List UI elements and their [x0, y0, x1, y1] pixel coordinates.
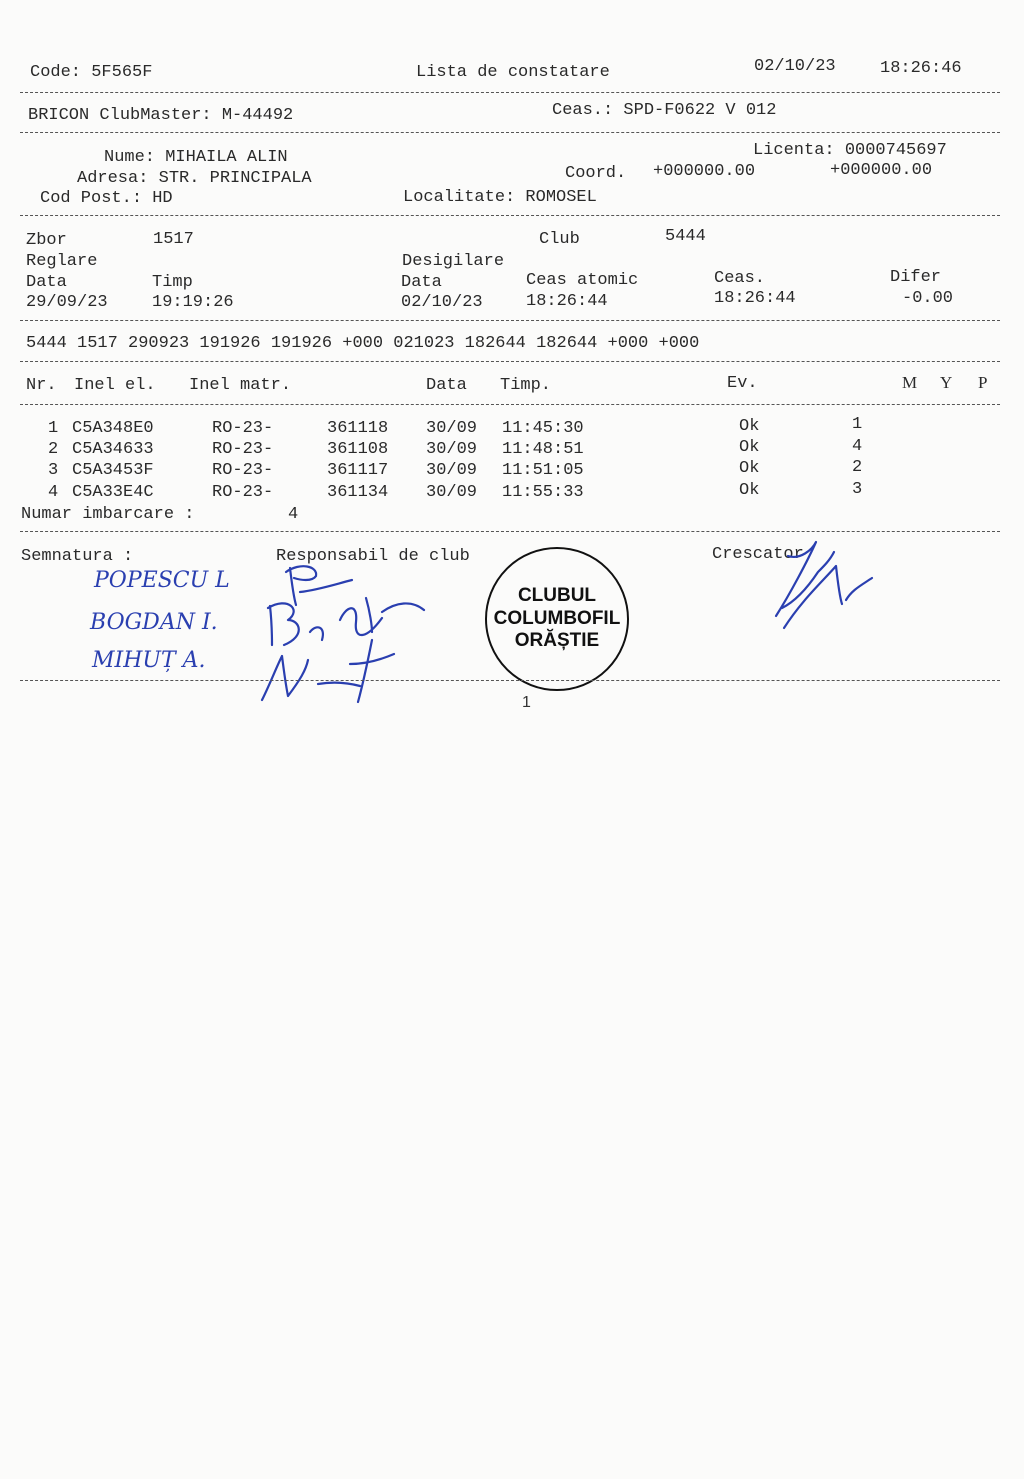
signature-label: Semnatura :	[21, 547, 134, 566]
col-data: Data	[426, 376, 467, 395]
signature-mihut	[262, 640, 394, 702]
stamp-line: COLUMBOFIL	[493, 607, 621, 629]
clock-label: Ceas.	[714, 269, 766, 288]
row-ev: Ok	[739, 417, 760, 436]
row-ev: Ok	[739, 459, 760, 478]
summary-code-line: 5444 1517 290923 191926 191926 +000 021023 182644 182644 +000 +000	[26, 334, 700, 353]
code-label: Code: 5F565F	[30, 63, 153, 82]
stamp-line: ORĂȘTIE	[514, 630, 600, 652]
row-nr: 3	[48, 461, 59, 480]
club-stamp	[485, 547, 629, 691]
row-data: 30/09	[426, 461, 478, 480]
atomic-clock-label: Ceas atomic	[526, 271, 639, 290]
row-inel-el: C5A33E4C	[72, 483, 154, 502]
row-matr: 361118	[327, 419, 389, 438]
signature-breeder	[776, 542, 872, 628]
print-time: 18:26:46	[880, 59, 962, 78]
flight-number: 1517	[153, 230, 194, 249]
row-prefix: RO-23-	[212, 461, 274, 480]
row-data: 30/09	[426, 419, 478, 438]
handwritten-name: POPESCU L	[94, 568, 230, 593]
document-title: Lista de constatare	[416, 63, 610, 82]
row-data: 30/09	[426, 440, 478, 459]
row-nr: 1	[48, 419, 59, 438]
clubmaster-id: BRICON ClubMaster: M-44492	[28, 106, 294, 125]
club-number: 5444	[665, 227, 706, 246]
coord-long: +000000.00	[830, 161, 933, 180]
row-timp: 11:48:51	[502, 440, 584, 459]
row-ev: Ok	[739, 438, 760, 457]
row-matr: 361108	[327, 440, 389, 459]
reglare-timp-label: Timp	[152, 273, 193, 292]
reglare-heading: Reglare	[26, 252, 98, 271]
row-m: 1	[852, 415, 863, 434]
fancier-name: Nume: MIHAILA ALIN	[104, 148, 288, 167]
desigilare-heading: Desigilare	[402, 252, 505, 271]
col-inel-matr: Inel matr.	[189, 376, 292, 395]
breeder-label: Crescator	[712, 545, 804, 564]
reglare-time: 19:19:26	[152, 293, 234, 312]
desig-clock-time: 18:26:44	[714, 289, 796, 308]
coord-label: Coord.	[565, 164, 627, 183]
row-prefix: RO-23-	[212, 440, 274, 459]
row-timp: 11:51:05	[502, 461, 584, 480]
col-m: M	[902, 373, 918, 392]
row-m: 4	[852, 437, 863, 456]
col-inel-el: Inel el.	[74, 376, 156, 395]
reglare-date: 29/09/23	[26, 293, 108, 312]
row-m: 3	[852, 480, 863, 499]
handwritten-name: BOGDAN I.	[90, 610, 218, 635]
license-number: Licenta: 0000745697	[753, 141, 947, 160]
col-p: P	[978, 373, 988, 392]
row-nr: 2	[48, 440, 59, 459]
col-timp: Timp.	[500, 376, 552, 395]
row-timp: 11:45:30	[502, 419, 584, 438]
col-nr: Nr.	[26, 376, 57, 395]
basketing-count-label: Numar imbarcare :	[21, 505, 195, 524]
club-responsible-label: Responsabil de club	[276, 547, 470, 566]
desig-date: 02/10/23	[401, 293, 483, 312]
row-matr: 361117	[327, 461, 389, 480]
basketing-count: 4	[288, 505, 299, 524]
col-ev: Ev.	[727, 374, 758, 393]
handwritten-name: MIHUȚ A.	[92, 648, 206, 673]
signature-bogdan	[268, 598, 424, 645]
col-y: Y	[940, 373, 953, 392]
fancier-address: Adresa: STR. PRINCIPALA	[77, 169, 312, 188]
difference-value: -0.00	[902, 289, 954, 308]
club-label: Club	[539, 230, 580, 249]
row-prefix: RO-23-	[212, 483, 274, 502]
print-date: 02/10/23	[754, 57, 836, 76]
reglare-data-label: Data	[26, 273, 67, 292]
row-inel-el: C5A348E0	[72, 419, 154, 438]
row-nr: 4	[48, 483, 59, 502]
desig-atomic-time: 18:26:44	[526, 292, 608, 311]
row-timp: 11:55:33	[502, 483, 584, 502]
postal-code: Cod Post.: HD	[40, 189, 173, 208]
row-inel-el: C5A3453F	[72, 461, 154, 480]
desig-data-label: Data	[401, 273, 442, 292]
page-number: 1	[522, 694, 531, 711]
clock-id: Ceas.: SPD-F0622 V 012	[552, 101, 777, 120]
row-m: 2	[852, 458, 863, 477]
locality: Localitate: ROMOSEL	[403, 188, 597, 207]
signature-popescu	[286, 566, 352, 605]
flight-label: Zbor	[26, 231, 67, 250]
separator	[20, 680, 1000, 681]
row-data: 30/09	[426, 483, 478, 502]
row-prefix: RO-23-	[212, 419, 274, 438]
row-matr: 361134	[327, 483, 389, 502]
row-inel-el: C5A34633	[72, 440, 154, 459]
row-ev: Ok	[739, 481, 760, 500]
stamp-line: CLUBUL	[517, 584, 597, 606]
difference-label: Difer	[890, 268, 942, 287]
coord-lat: +000000.00	[653, 162, 756, 181]
